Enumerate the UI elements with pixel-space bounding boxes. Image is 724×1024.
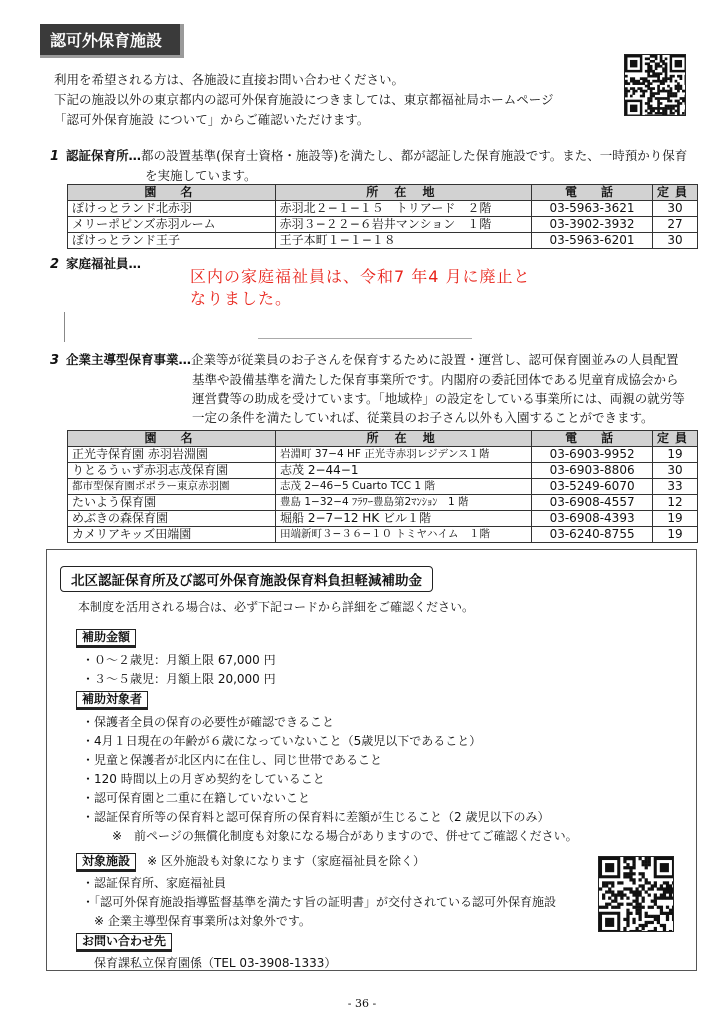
target-line-5: ・認可保育園と二重に在籍していないこと — [82, 791, 311, 805]
target-line-2: ・4月１日現在の年齢が６歳になっていないこと（5歳児以下であること） — [82, 734, 482, 748]
intro-text — [54, 70, 554, 130]
col-header-name: 園 名 — [68, 185, 276, 201]
amount-line-1: ・０〜２歳児：月額上限 67,000 円 — [82, 653, 276, 667]
section-3-name: 企業主導型保育事業… — [66, 352, 192, 367]
table-row — [68, 201, 698, 217]
facility-address: 堀船 2−7−12 HK ビル１階 — [276, 511, 532, 527]
col-header-capacity: 定員 — [652, 431, 697, 447]
section-3-number: 3 — [50, 353, 60, 368]
col-header-phone: 電 話 — [532, 431, 653, 447]
target-line-3: ・児童と保護者が北区内に在住し、同じ世帯であること — [82, 753, 383, 767]
notice-line-1: 区内の家庭福祉員は、令和7 年4 月に廃止と — [190, 267, 531, 286]
facility-address: 志茂 2−46−5 Cuarto TCC 1 階 — [276, 479, 532, 495]
facility-name: 正光寺保育園 赤羽岩淵園 — [68, 447, 276, 463]
subsidy-lead: 本制度を活用される場合は、必ず下記コードから詳細をご確認ください。 — [78, 600, 475, 614]
facility-phone: 03-5963-3621 — [532, 201, 653, 217]
facility-address: 豊島 1−32−4 ﾌﾗﾜｰ豊島第2ﾏﾝｼｮﾝ 1 階 — [276, 495, 532, 511]
facility-capacity: 30 — [652, 233, 697, 249]
facility-name: メリーポピンズ赤羽ルーム — [68, 217, 276, 233]
facility-phone: 03-3902-3932 — [532, 217, 653, 233]
col-header-phone: 電 話 — [532, 185, 653, 201]
facility-note: ※ 区外施設も対象になります（家庭福祉員を除く） — [147, 854, 425, 868]
intro-line-1: 利用を希望される方は、各施設に直接お問い合わせください。 — [54, 72, 405, 87]
section-1-number: 1 — [50, 149, 60, 164]
facility-phone: 03-6240-8755 — [532, 527, 653, 543]
facility-phone: 03-6903-9952 — [532, 447, 653, 463]
page-number: - 36 - — [347, 997, 377, 1010]
target-label: 補助対象者 — [76, 691, 148, 710]
section-3-desc-2: 基準や設備基準を満たした保育事業所です。内閣府の委託団体である児童育成協会から — [192, 372, 679, 387]
section-2-number: 2 — [50, 257, 60, 272]
contact-section — [76, 930, 336, 973]
subsidy-title: 北区認証保育所及び認可外保育施設保育料負担軽減補助金 — [60, 566, 433, 592]
section-1-name: 認証保育所… — [66, 148, 142, 163]
table-row — [68, 495, 698, 511]
section-1-desc-2: を実施しています。 — [145, 168, 257, 183]
section-1-header — [50, 146, 710, 185]
section-3-desc-3: 運営費等の助成を受けています。「地域枠」の設定をしている事業所には、両親の就労等 — [192, 391, 685, 406]
target-line-4: ・120 時間以上の月ぎめ契約をしていること — [82, 772, 325, 786]
facility-phone: 03-6903-8806 — [532, 463, 653, 479]
facility-phone: 03-6908-4393 — [532, 511, 653, 527]
amount-label: 補助金額 — [76, 629, 136, 648]
facility-address: 赤羽北２−１−１５ トリアード ２階 — [275, 201, 531, 217]
target-line-1: ・保護者全員の保育の必要性が確認できること — [82, 715, 335, 729]
section-2-rule — [258, 338, 472, 339]
contact-label: お問い合わせ先 — [76, 933, 172, 952]
facility-name: ぽけっとランド王子 — [68, 233, 276, 249]
table-row — [68, 217, 698, 233]
section-2-name: 家庭福祉員… — [66, 256, 142, 271]
facility-line-2: ・「認可外保育施設指導監督基準を満たす旨の証明書」が交付されている認可外保育施設 — [82, 895, 557, 909]
section-1-table — [67, 184, 698, 249]
col-header-name: 園 名 — [68, 431, 276, 447]
section-2-header — [50, 254, 141, 274]
facility-address: 志茂 2−44−1 — [276, 463, 532, 479]
facility-address: 岩淵町 37−4 HF 正光寺赤羽レジデンス１階 — [276, 447, 532, 463]
facility-address: 田端新町３−３６−１０ トミヤハイム １階 — [276, 527, 532, 543]
section-1-desc-1: 都の設置基準(保育士資格・施設等)を満たし、都が認証した保育施設です。また、一時預かり保育 — [141, 148, 688, 163]
table-row — [68, 479, 698, 495]
section-3-desc-1: 企業等が従業員のお子さんを保育するために設置・運営し、認可保育園並みの人員配置 — [191, 352, 679, 367]
facility-name: りとるうぃず赤羽志茂保育園 — [68, 463, 276, 479]
facility-address: 王子本町１−１−１８ — [275, 233, 531, 249]
facility-phone: 03-6908-4557 — [532, 495, 653, 511]
contact-text: 保育課私立保育園係（TEL 03-3908-1333） — [94, 956, 337, 970]
facility-capacity: 19 — [652, 447, 697, 463]
target-note: ※ 前ページの無償化制度も対象になる場合がありますので、併せてご確認ください。 — [112, 829, 578, 843]
table-header-row — [68, 431, 698, 447]
section-2-notice — [190, 266, 531, 310]
page-title: 認可外保育施設 — [40, 24, 184, 58]
col-header-capacity: 定員 — [652, 185, 697, 201]
facility-capacity: 19 — [652, 527, 697, 543]
table-header-row — [68, 185, 698, 201]
table-row — [68, 233, 698, 249]
table-row — [68, 527, 698, 543]
facility-capacity: 27 — [652, 217, 697, 233]
facility-capacity: 33 — [652, 479, 697, 495]
table-row — [68, 447, 698, 463]
facility-capacity: 30 — [652, 201, 697, 217]
facility-section — [76, 850, 596, 931]
facility-line-1: ・認証保育所、家庭福祉員 — [82, 876, 227, 890]
facility-phone: 03-5249-6070 — [532, 479, 653, 495]
table-row — [68, 511, 698, 527]
facility-name: めぶきの森保育園 — [68, 511, 276, 527]
section-2-divider — [64, 312, 65, 342]
col-header-address: 所 在 地 — [276, 431, 532, 447]
target-section — [76, 688, 686, 846]
table-row — [68, 463, 698, 479]
amount-line-2: ・３〜５歳児：月額上限 20,000 円 — [82, 672, 276, 686]
section-3-table — [67, 430, 698, 543]
facility-phone: 03-5963-6201 — [532, 233, 653, 249]
facility-label: 対象施設 — [76, 853, 136, 872]
section-3-header — [50, 350, 720, 427]
amount-section — [76, 626, 276, 689]
facility-name: たいよう保育園 — [68, 495, 276, 511]
facility-capacity: 12 — [652, 495, 697, 511]
section-3-desc-4: 一定の条件を満たしていれば、従業員のお子さん以外も入園することができます。 — [192, 410, 654, 425]
facility-capacity: 30 — [652, 463, 697, 479]
intro-line-3: 「認可外保育施設 について」からご確認いただけます。 — [54, 112, 370, 127]
intro-line-2: 下記の施設以外の東京都内の認可外保育施設につきましては、東京都福祉局ホームページ — [54, 92, 554, 107]
facility-name: ぽけっとランド北赤羽 — [68, 201, 276, 217]
col-header-address: 所 在 地 — [275, 185, 531, 201]
facility-name: カメリアキッズ田端園 — [68, 527, 276, 543]
facility-name: 都市型保育園ポポラー東京赤羽園 — [68, 479, 276, 495]
qr-code-subsidy[interactable] — [598, 856, 674, 932]
facility-address: 赤羽３−２２−６岩井マンション １階 — [275, 217, 531, 233]
target-line-6: ・認証保育所等の保育料と認可保育所の保育料に差額が生じること（2 歳児以下のみ） — [82, 810, 550, 824]
qr-code-top[interactable] — [624, 54, 686, 116]
notice-line-2: なりました。 — [190, 289, 293, 308]
facility-extra: ※ 企業主導型保育事業所は対象外です。 — [94, 914, 311, 928]
facility-capacity: 19 — [652, 511, 697, 527]
